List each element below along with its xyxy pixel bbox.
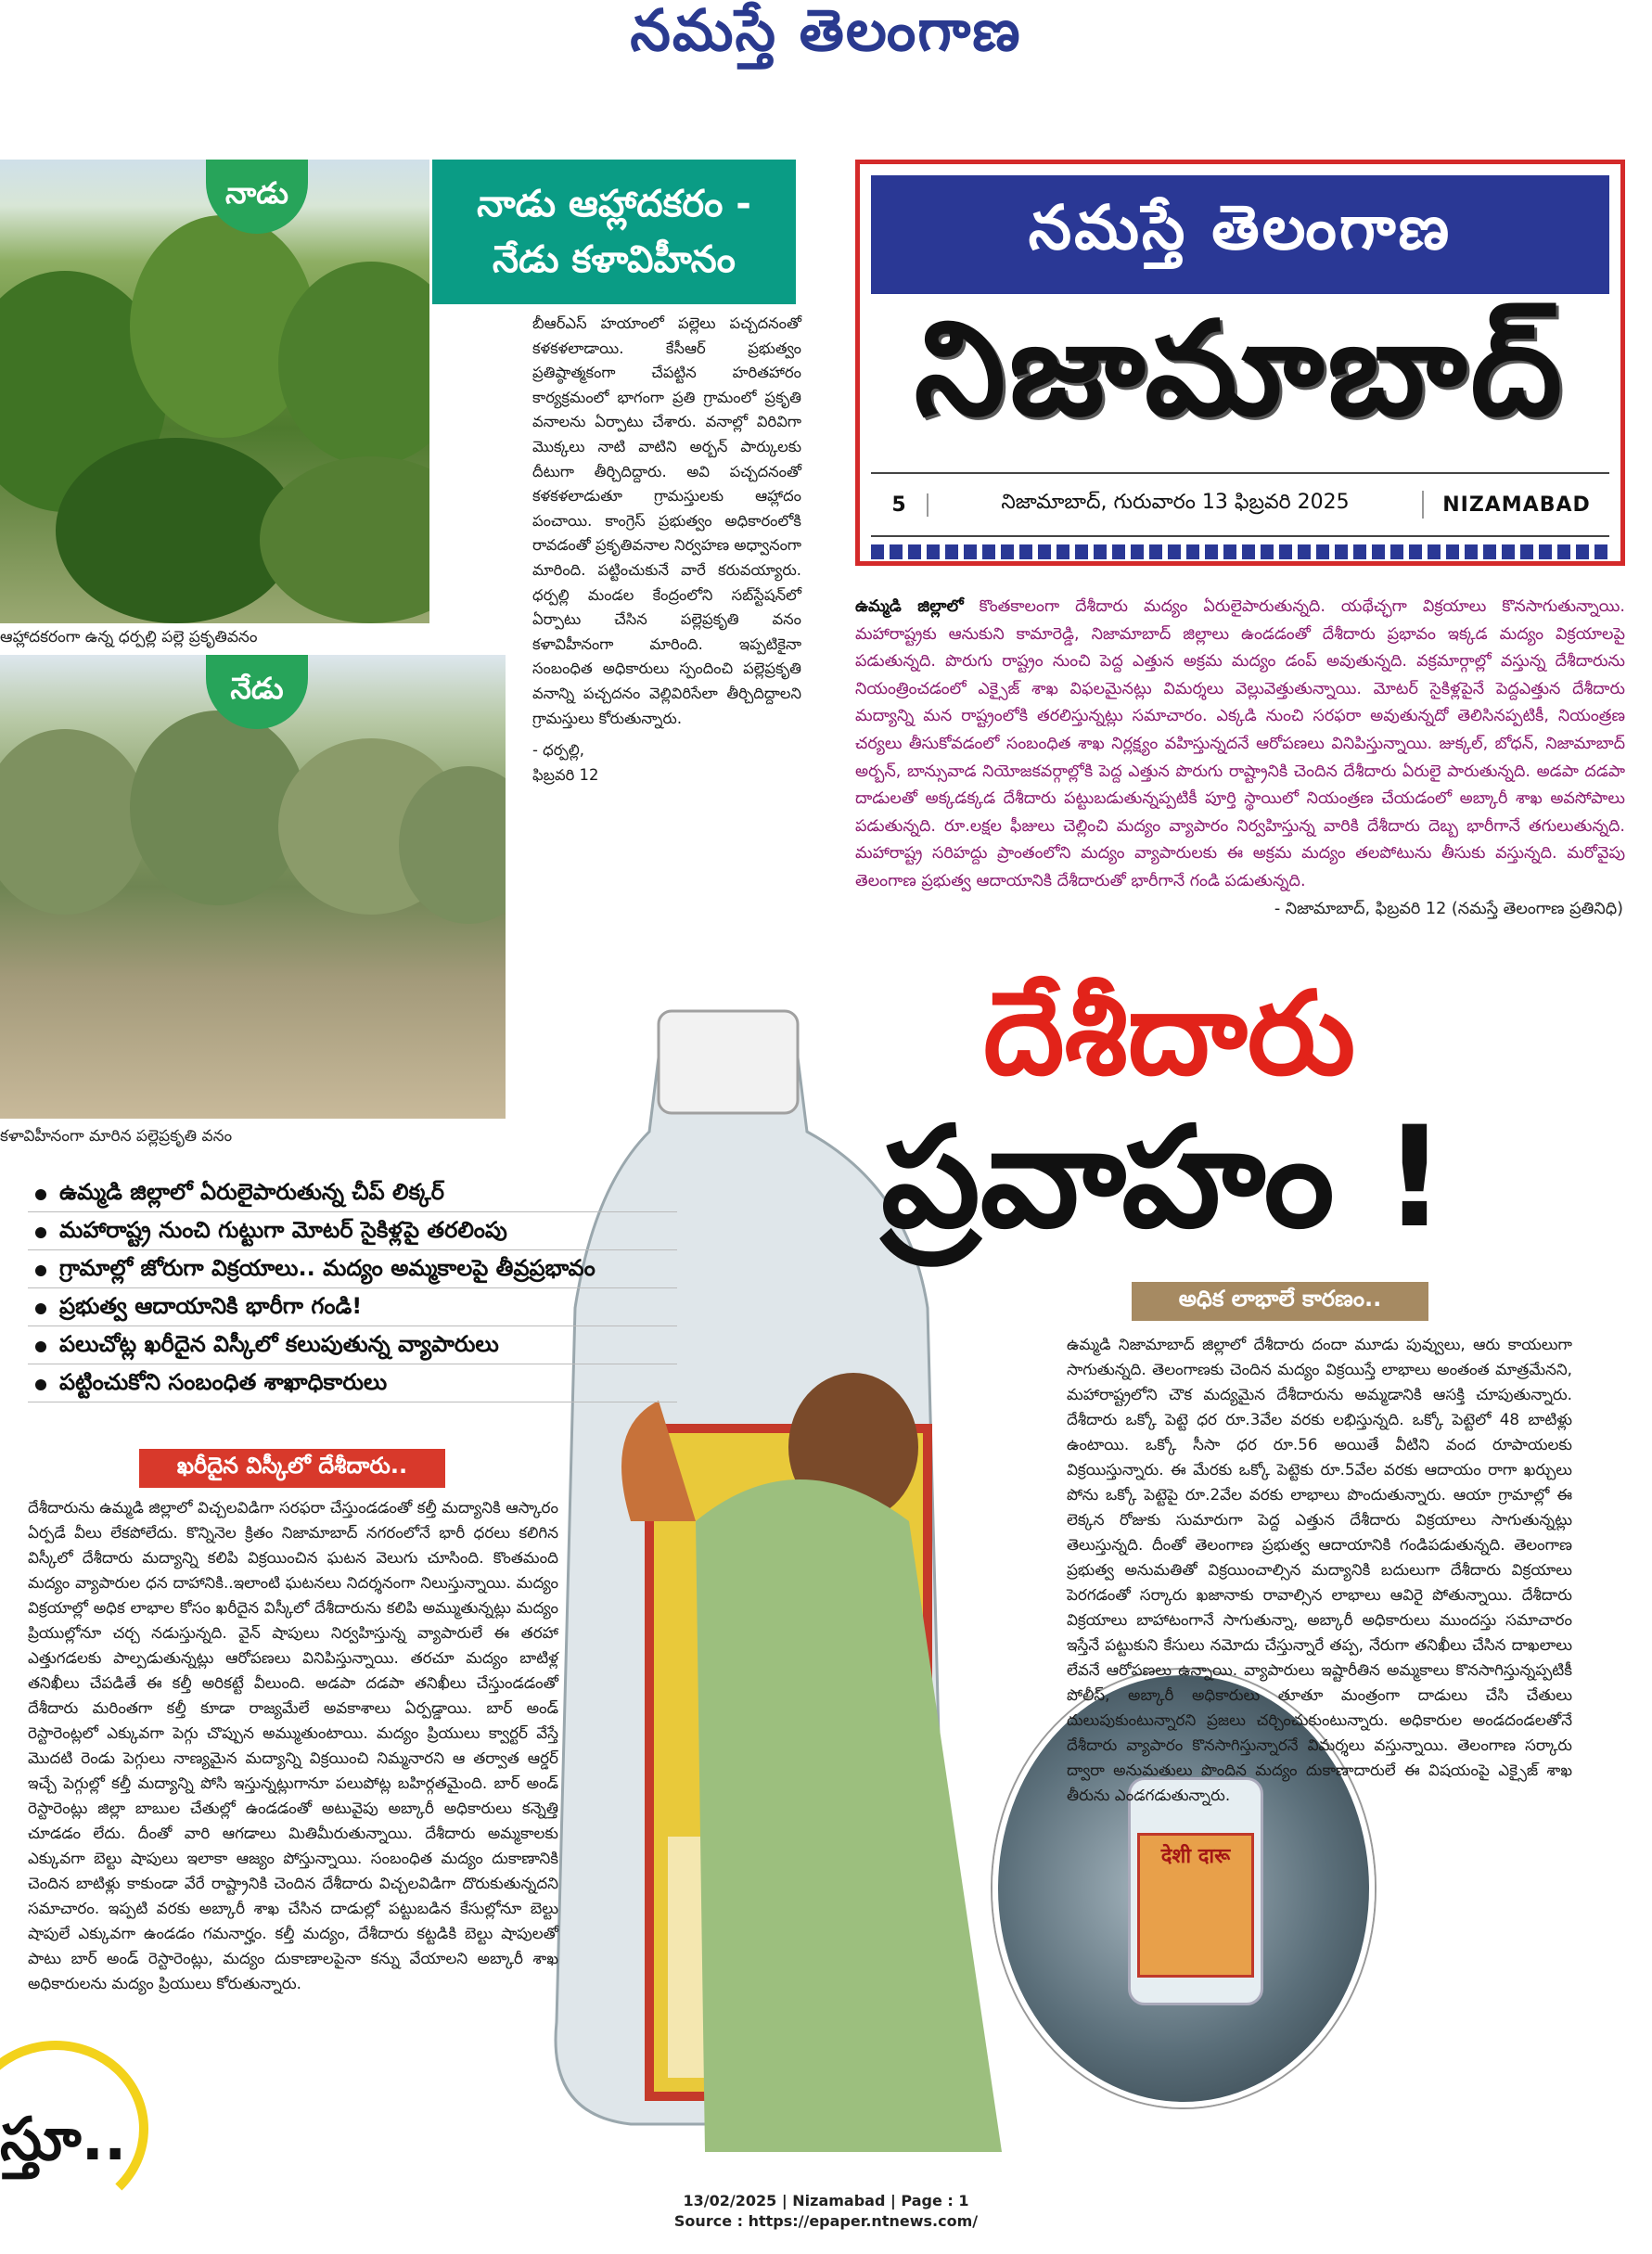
bullet-text: ఉమ్మడి జిల్లాలో ఏరులైపారుతున్న చీప్‌ లిక్కర్‌: [59, 1179, 444, 1205]
bullet-dot-icon: [35, 1379, 46, 1390]
subhead-tag-left: ఖరీదైన విస్కీలో దేశీదారు..: [139, 1449, 445, 1488]
edition-brand-band: [871, 175, 1609, 294]
bullet-text: పట్టించుకోని సంబంధిత శాఖాధికారులు: [59, 1369, 388, 1395]
left-story-body: దేశీదారును ఉమ్మడి జిల్లాలో విచ్చలవిడిగా సరఫరా చేస్తుండడంతో కల్తీ మద్యానికి ఆస్కారం ఏర్పడే వీలు లేకపోలేదు. కొన్నినెల క్రితం నిజామాబాద్‌ నగరంలోనే భారీ ధరలు కలిగిన విస్కీలో దేశీదారు మద్యాన్ని కలిపి విక్రయించిన ఘటన వెలుగు చూసింది. కొంతమంది మద్యం వ్యాపారుల ధన దాహానికి..ఇలాంటి ఘటనలు నిదర్శనంగా నిలుస్తున్నాయి. మద్యం విక్రయాల్లో అధిక లాభాల కోసం ఖరీదైన విస్కీలో దేశీదారును కలిపి అమ్ముతున్నట్లు మద్యం ప్రియుల్లోనూ చర్చ నడుస్తున్నది. వైన్‌ షాపులు నిర్వహిస్తున్న వ్యాపారులే ఈ తరహా ఎత్తుగడలకు పాల్పడుతున్నట్లు ఆరోపణలు వినిపిస్తున్నాయి. తరచూ మద్యం బాటిళ్ల తనిఖీలు చేపడితే ఈ కల్తీ అరికట్టే వీలుంది. అడపా దడపా తనిఖీలు చేస్తుండడంతో దేశీదారు మరింతగా కల్తీ కూడా రాజ్యమేలే అవకాశాలు ఏర్పడ్డాయి. బార్‌ అండ్‌ రెస్టారెంట్లలో ఎక్కువగా పెగ్గు చొప్పున అమ్ముతుంటాయి. మద్యం ప్రియులు క్వార్టర్‌ వేస్తే మొదటి రెండు పెగ్గులు నాణ్యమైన మద్యాన్ని విక్రయించి నిమ్మనారని ఆ తర్వాత ఆర్డర్‌ ఇచ్చే పెగ్గుల్లో కల్తీ మద్యాన్ని పోసి ఇస్తున్నట్లుగానూ పలుపోట్ల బహిర్గతమైంది. బార్‌ అండ్‌ రెస్టారెంట్లు జిల్లా బాబుల చేతుల్లో ఉండడంతో అటువైపు అబ్కారీ అధికారులు కన్నెత్తి చూడడం లేదు. దీంతో వారి ఆగడాలు మితిమీరుతున్నాయి. దేశీదారు అమ్మకాలకు ఎక్కువగా బెల్టు షాపులు ఇలాకా ఆజ్యం పోస్తున్నాయి. సంబంధిత మద్యం దుకాణానికి చెందిన బాటిళ్లు కాకుండా వేరే రాష్ట్రానికి చెందిన దేశీదారు విచ్చలవిడిగా దొరుకుతున్నదని సమాచారం. ఇప్పటి వరకు అబ్కారీ శాఖ చేసిన దాడుల్లో పట్టుబడిన కేసుల్లోనూ బెల్టు షాపులే ఎక్కువగా ఉండడం గమనార్హం. కల్తీ మద్యం, దేశీదారు కట్టడికి బెల్టు షాపులతో పాటు బార్‌ అండ్‌ రెస్టారెంట్లు, మద్యం దుకాణాలపైనా కన్ను వేయాలని అబ్కారీ శాఖ అధికారులను మద్యం ప్రియులు కోరుతున్నారు.: [28, 1498, 558, 1992]
edition-name-text: నిజామాబాద్‌: [914, 293, 1567, 445]
bullet-text: ప్రభుత్వ ఆదాయానికి భారీగా గండి!: [59, 1293, 363, 1319]
caption-present: కళావిహీనంగా మారిన పల్లెప్రకృతి వనం: [0, 1127, 233, 1146]
bullet-item: [28, 1368, 677, 1402]
caption-past: ఆహ్లాదకరంగా ఉన్న ధర్పల్లి పల్లె ప్రకృతివనం: [0, 628, 258, 647]
bullet-list: [28, 1178, 677, 1406]
inset-bottle-label-text: देशी दारू: [1160, 1845, 1231, 1868]
lead-paragraph: [855, 594, 1625, 896]
right-story: [1067, 1332, 1572, 1808]
bullet-item: [28, 1254, 677, 1288]
lead-highlight: ఉమ్మడి జిల్లాలో: [855, 597, 964, 616]
left-edge-fragment: స్తూ..: [0, 2106, 127, 2174]
page-footer: [0, 2191, 1652, 2232]
footer-source: Source : https://epaper.ntnews.com/: [673, 2212, 979, 2230]
badge-past-label: నాడు: [224, 175, 288, 211]
lead-text: కొంతకాలంగా దేశీదారు మద్యం ఏరులైపారుతున్నది. యథేచ్ఛగా విక్రయాలు కొనసాగుతున్నాయి. మహారాష్ట్రకు ఆనుకుని కామారెడ్డి, నిజామాబాద్‌ జిల్లాలు ఉండడంతో దేశీదారు ప్రభావం ఇక్కడ మద్యం విక్రయాలపై పడుతున్నది. పొరుగు రాష్ట్రం నుంచి పెద్ద ఎత్తున అక్రమ మద్యం డంప్‌ అవుతున్నది. వక్రమార్గాల్లో వస్తున్న దేశీదారును నియంత్రించడంలో ఎక్సైజ్‌ శాఖ విఫలమైనట్లు విమర్శలు వెల్లువెత్తుతున్నాయి. మోటర్‌ సైకిళ్లపైనే పెద్దఎత్తున దేశీదారు మద్యాన్ని మన రాష్ట్రంలోకి తరలిస్తున్నట్లు సమాచారం. ఎక్కడి నుంచి సరఫరా అవుతున్నదో తెలిసినప్పటికీ, నియంత్రణ చర్యలు తీసుకోవడంలో సంబంధిత శాఖ నిర్లక్ష్యం వహిస్తున్నదనే ఆరోపణలు వినిపిస్తున్నాయి. జుక్కల్‌, బోధన్‌, నిజామాబాద్‌ అర్బన్‌, బాన్సువాడ నియోజకవర్గాల్లోకి పెద్ద ఎత్తున పొరుగు రాష్ట్రానికి చెందిన దేశీదారు ఏరులై పారుతున్నది. అడపా దడపా దాడులతో అక్కడక్కడ దేశీదారు పట్టుబడుతున్నప్పటికీ పూర్తి స్థాయిలో నియంత్రణ చేయడంలో అబ్కారీ శాఖ అవసోపాలు పడుతున్నది. రూ.లక్షల ఫీజులు చెల్లించి మద్యం వ్యాపారం నిర్వహిస్తున్న వారికి దేశీదారు దెబ్బ భారీగానే తగులుతున్నది. మహారాష్ట్ర సరిహద్దు ప్రాంతంలోని మద్యం వ్యాపారులకు ఈ అక్రమ మద్యం తలపోటును తీసుకు వస్తున్నది. మరోవైపు తెలంగాణ ప్రభుత్వ ఆదాయానికి దేశీదారుతో భారీగానే గండి పడుతున్నది.: [855, 597, 1625, 890]
bullet-dot-icon: [35, 1341, 46, 1352]
subhead-tag-right: అధిక లాభాలే కారణం..: [1132, 1282, 1428, 1321]
bullet-text: మహారాష్ట్ర నుంచి గుట్టుగా మోటర్‌ సైకిళ్లపై తరలింపు: [59, 1217, 507, 1243]
forest-story: [532, 312, 801, 788]
bullet-text: పలుచోట్ల ఖరీదైన విస్కీలో కలుపుతున్న వ్యాపారులు: [59, 1331, 499, 1357]
forest-story-body: బీఆర్‌ఎస్‌ హయాంలో పల్లెలు పచ్చదనంతో కళకళలాడాయి. కేసీఆర్‌ ప్రభుత్వం ప్రతిష్ఠాత్మకంగా చేపట్టిన హరితహారం కార్యక్రమంలో భాగంగా ప్రతి గ్రామంలో ప్రకృతి వనాలను ఏర్పాటు చేశారు. వనాల్లో విరివిగా మొక్కలు నాటి వాటిని అర్బన్‌ పార్కులకు దీటుగా తీర్చిదిద్దారు. అవి పచ్చదనంతో కళకళలాడుతూ గ్రామస్తులకు ఆహ్లాదం పంచాయి. కాంగ్రెస్‌ ప్రభుత్వం అధికారంలోకి రావడంతో ప్రకృతివనాల నిర్వహణ అధ్వానంగా మారింది. పట్టించుకునే వారే కరువయ్యారు. ధర్పల్లి మండల కేంద్రంలోని సబ్‌స్టేషన్‌లో ఏర్పాటు చేసిన పల్లెప్రకృతి వనం కళావిహీనంగా మారింది. ఇప్పటికైనా సంబంధిత అధికారులు స్పందించి పల్లెప్రకృతి వనాన్ని పచ్చదనం వెల్లివిరిసేలా తీర్చిదిద్దాలని గ్రామస్తులు కోరుతున్నారు.: [532, 314, 801, 727]
bullet-dot-icon: [35, 1189, 46, 1200]
edition-name: [871, 293, 1609, 467]
edition-brand: నమస్తే తెలంగాణ: [1028, 191, 1453, 263]
bullet-dot-icon: [35, 1227, 46, 1238]
main-headline-line1: దేశీదారు: [983, 967, 1356, 1101]
bullet-item: [28, 1292, 677, 1326]
page-number: 5: [871, 493, 928, 517]
main-headline-line2: ప్రవాహం !: [881, 1097, 1447, 1259]
date-text: నిజామాబాద్‌, గురువారం 13 ఫిబ్రవరి 2025: [928, 491, 1424, 519]
forest-story-sign-date: ఫిబ్రవరి 12: [532, 765, 599, 784]
dateline: [871, 472, 1609, 537]
headline-line1: నాడు ఆహ్లాదకరం -: [477, 183, 751, 225]
bullet-dot-icon: [35, 1303, 46, 1314]
headline-past-present: [432, 160, 796, 304]
masthead: [0, 0, 1652, 74]
badge-present-label: నేడు: [230, 671, 284, 706]
photo-forest-past: [0, 160, 429, 623]
edition-en: NIZAMABAD: [1442, 493, 1591, 517]
edition-box: [855, 160, 1625, 566]
headline-line2: నేడు కళావిహీనం: [493, 238, 736, 281]
left-story: [28, 1495, 558, 1996]
bullet-item: [28, 1330, 677, 1364]
stripe-bar: [871, 544, 1609, 559]
lead-byline: - నిజామాబాద్‌, ఫిబ్రవరి 12 (నమస్తే తెలంగాణ ప్రతినిధి): [1274, 900, 1623, 918]
forest-story-sign-place: - ధర్పల్లి,: [532, 741, 584, 760]
bullet-text: గ్రామాల్లో జోరుగా విక్రయాలు.. మద్యం అమ్మకాలపై తీవ్రప్రభావం: [59, 1255, 595, 1281]
bullet-dot-icon: [35, 1265, 46, 1276]
bullet-item: [28, 1178, 677, 1212]
bullet-item: [28, 1216, 677, 1250]
right-story-body: ఉమ్మడి నిజామాబాద్‌ జిల్లాలో దేశీదారు దందా మూడు పువ్వులు, ఆరు కాయలుగా సాగుతున్నది. తెలంగాణకు చెందిన మద్యం విక్రయిస్తే లాభాలు అంతంత మాత్రమేనని, మహారాష్ట్రలోని చౌక మద్యమైన దేశీదారును అమ్మడానికి ఆసక్తి చూపుతున్నారు. దేశీదారు ఒక్కో పెట్టె ధర రూ.3వేల వరకు లభిస్తున్నది. ఒక్కో పెట్టెలో 48 బాటిళ్లు ఉంటాయి. ఒక్కో సీసా ధర రూ.56 అయితే వీటిని వంద రూపాయలకు విక్రయిస్తున్నారు. ఈ మేరకు ఒక్కో పెట్టెకు రూ.5వేల వరకు ఆదాయం రాగా ఖర్చులు పోను ఒక్కో పెట్టెపై రూ.2వేల వరకు లాభాలు పొందుతున్నారు. ఆయా గ్రామాల్లో ఈ లెక్కన రోజుకు సుమారుగా పెద్ద ఎత్తున దేశీదారు విక్రయాలు సాగుతున్నట్లు తెలుస్తున్నది. దీంతో తెలంగాణ ప్రభుత్వ ఆదాయానికి గండిపడుతున్నది. తెలంగాణ ప్రభుత్వ అనుమతితో విక్రయించాల్సిన మద్యానికి బదులుగా దేశీదారు విక్రయాలు పెరగడంతో సర్కారు ఖజానాకు రావాల్సిన లాభాలు ఆవిరై పోతున్నాయి. దేశీదారు విక్రయాలు బాహాటంగానే సాగుతున్నా, అబ్కారీ అధికారులు ముందస్తు సమాచారం ఇస్తేనే పట్టుకుని కేసులు నమోదు చేస్తున్నారే తప్ప, నేరుగా తనిఖీలు చేసిన దాఖలాలు లేవనే ఆరోపణలు ఉన్నాయి. వ్యాపారులు ఇష్టారీతిన అమ్మకాలు కొనసాగిస్తున్నప్పటికీ పోలీస్‌, అబ్కారీ అధికారులు తూతూ మంత్రంగా దాడులు చేసి చేతులు దులుపుకుంటున్నారని ప్రజలు చర్చించుకుంటున్నారు. అధికారుల అండదండలతోనే దేశీదారు వ్యాపారం కొనసాగిస్తున్నారనే విమర్శలు వస్తున్నాయి. తెలంగాణ సర్కారు ద్వారా అనుమతులు పొందిన మద్యం దుకాణాదారులే ఈ విషయంపై ఎక్సైజ్‌ శాఖ తీరును ఎండగడుతున్నారు.: [1067, 1335, 1573, 1804]
inset-bottle-label: [1137, 1833, 1254, 1978]
masthead-title: నమస్తే తెలంగాణ: [630, 0, 1022, 64]
footer-line1: 13/02/2025 | Nizamabad | Page : 1: [683, 2192, 969, 2209]
